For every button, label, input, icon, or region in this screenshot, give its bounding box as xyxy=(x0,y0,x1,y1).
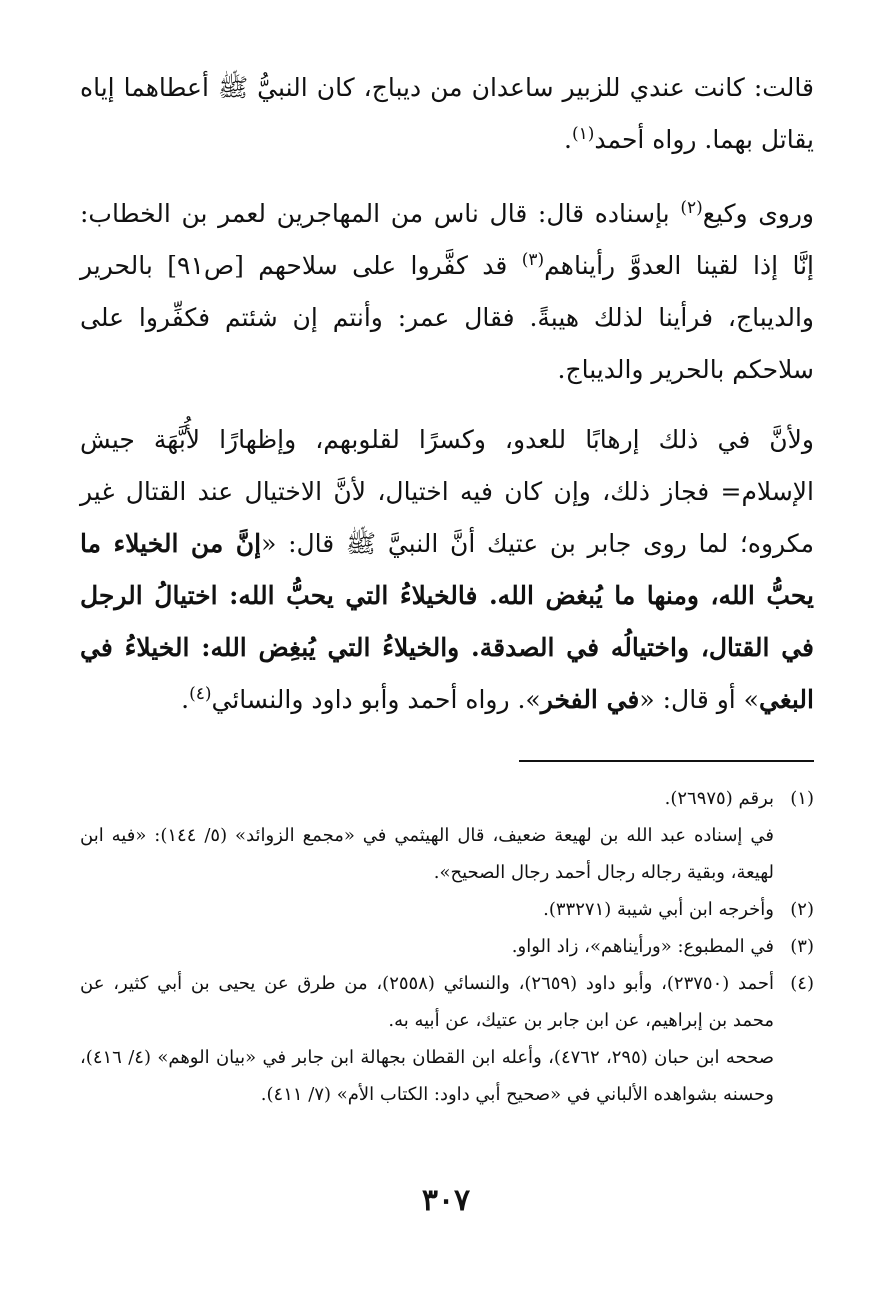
paragraph-2-part-c: قد كفَّروا على سلاحهم [ص٩١] بالحرير والديباج، فرأينا لذلك هيبةً. فقال عمر: وأنتم إن شئتم فكفِّروا على سلاحكم بالحرير والديباج. xyxy=(80,251,814,384)
paragraph-3 xyxy=(80,414,814,726)
footnote-3 xyxy=(80,928,814,965)
paragraph-2-part-a: وروى وكيع xyxy=(702,199,814,228)
footnote-1-body xyxy=(80,780,774,891)
footnote-1-number: (١) xyxy=(790,788,814,809)
footnote-3-body xyxy=(80,928,774,965)
footnote-4-line-1: أحمد (٢٣٧٥٠)، وأبو داود (٢٦٥٩)، والنسائي (٢٥٥٨)، من طرق عن يحيى بن أبي كثير، عن محمد بن إبراهيم، عن ابن جابر بن عتيك، عن أبيه به. xyxy=(80,973,774,1031)
footnote-1-line-1: برقم (٢٦٩٧٥). xyxy=(664,788,774,809)
paragraph-3-part-b: » أو قال: « xyxy=(639,685,759,714)
footnote-3-line-1: في المطبوع: «ورأيناهم»، زاد الواو. xyxy=(511,936,774,957)
paragraph-1 xyxy=(80,62,814,166)
footnote-4-body xyxy=(80,965,774,1113)
footnote-2-body xyxy=(80,891,774,928)
footnote-1 xyxy=(80,780,814,891)
paragraph-1-text: قالت: كانت عندي للزبير ساعدان من ديباج، كان النبيُّ ﷺ أعطاهما إياه يقاتل بهما. رواه أحمد xyxy=(80,73,814,154)
page-content xyxy=(80,62,814,1113)
footnote-ref-3: (٣) xyxy=(521,250,545,270)
paragraph-3-part-a: ولأنَّ في ذلك إرهابًا للعدو، وكسرًا لقلوبهم، وإظهارًا لأُبَّهَة جيش الإسلام= فجاز ذلك، وإن كان فيه اختيال، لأنَّ الاختيال عند القتال غير مكروه؛ لما روى جابر بن عتيك أنَّ النبيَّ ﷺ قال: « xyxy=(80,425,815,558)
paragraph-2-part-b: بإسناده قال: قال ناس من المهاجرين لعمر بن الخطاب: إنَّا إذا لقينا العدوَّ رأيناهم xyxy=(80,199,814,280)
footnote-4-number: (٤) xyxy=(790,973,814,994)
paragraph-3-tail: . xyxy=(181,685,190,714)
footnote-ref-1: (١) xyxy=(571,124,595,144)
hadith-quote-alt: في الفخر xyxy=(540,685,640,714)
paragraph-1-tail: . xyxy=(564,125,572,154)
footnote-divider xyxy=(519,760,814,762)
page-number: ٣٠٧ xyxy=(421,1183,471,1218)
footnote-1-line-2: في إسناده عبد الله بن لهيعة ضعيف، قال الهيثمي في «مجمع الزوائد» (٥/ ١٤٤): «فيه ابن لهيعة، وبقية رجاله رجال أحمد رجال الصحيح». xyxy=(80,825,774,883)
footnote-ref-4: (٤) xyxy=(189,684,212,704)
footnote-4-line-2: صححه ابن حبان (٢٩٥، ٤٧٦٢)، وأعله ابن القطان بجهالة ابن جابر في «بيان الوهم» (٤/ ٤١٦)، وحسنه بشواهده الألباني في «صحيح أبي داود: الكتاب الأم» (٧/ ٤١١). xyxy=(80,1047,774,1105)
footnote-2-line-1: وأخرجه ابن أبي شيبة (٣٣٢٧١). xyxy=(543,899,774,920)
footnote-4 xyxy=(80,965,814,1113)
paragraph-2 xyxy=(80,188,814,396)
footnote-2-number: (٢) xyxy=(790,899,814,920)
footnote-2 xyxy=(80,891,814,928)
footnote-ref-2: (٢) xyxy=(680,198,703,218)
footnotes xyxy=(80,780,814,1113)
hadith-quote: إنَّ من الخيلاء ما يحبُّ الله، ومنها ما يُبغض الله. فالخيلاءُ التي يحبُّ الله: اختيالُ الرجل في القتال، واختيالُه في الصدقة. والخيلاءُ التي يُبغِض الله: الخيلاءُ في البغي xyxy=(80,529,814,714)
footnote-3-number: (٣) xyxy=(790,936,814,957)
paragraph-3-part-c: ». رواه أحمد وأبو داود والنسائي xyxy=(211,685,541,714)
